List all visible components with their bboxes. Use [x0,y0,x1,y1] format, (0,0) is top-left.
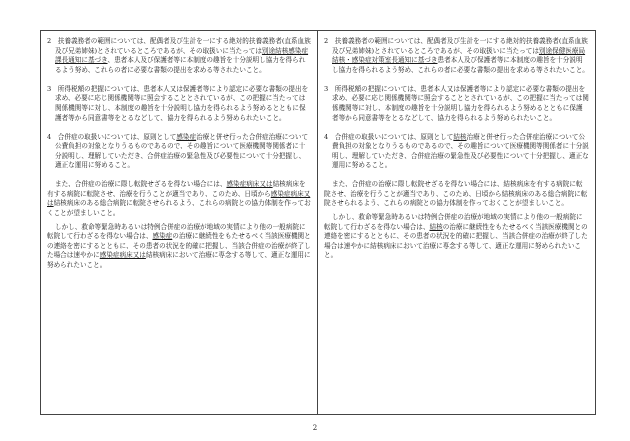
paragraph-text: 3 所得税額の把握については、患者本人又は保護者等により認定に必要な書類の提出を求め、必要に応じ関係機関等に照会することとされているが、この把握に当たっては関係機関等に対し、本制度の趣旨を十分説明し協力を得られるよう努めるとともに保護者等から同意書等をとるなどして、協力を得られるよう努められたいこと。 [47,84,309,122]
right-paragraph [324,213,589,261]
paragraph-text: 結核病床を有する病院に転院させ、治療を行うことが適当であり、このため、日頃から [47,180,306,198]
paragraph-text: 2 扶養義務者の範囲については、配偶者及び生計を一にする絶対的扶養義務者(直系血族及び兄弟姉妹)とされているところであるが、その取扱いに当たっては [324,37,588,55]
paragraph-text: 4 合併症の取扱いについては、原則として [324,132,454,141]
underlined-text: 結核 [453,132,467,141]
underlined-text: 感染症病床又は [226,180,273,189]
underlined-text: 別途保健医療局結核・感染症対策室長通知に基づき [332,46,586,65]
right-paragraph [324,180,589,209]
right-column [318,31,595,414]
left-paragraph [47,180,311,218]
underlined-text: 結核 [429,222,443,231]
underlined-text: 別途結核感染症課長通知に基づき [55,46,309,65]
paragraph-text: しかし、救命等緊急時あるいは特例合併症の治療が地域の実情により他の一般病院に転院して行わざるを得ない場合は、 [47,222,306,241]
underlined-text: 感染症 [152,232,173,241]
paragraph-text: 治療と併せ行った合併症治療について公費負担の対象となりうるものであるので、その趣旨について医療機関等関係者に十分説明し、理解していただき、合併症治療の緊急性及び必要性について十分把握し、適正な運用に努めること。 [55,132,309,170]
page-number: 2 [312,424,318,432]
left-paragraph [47,37,311,75]
underlined-text: 感染症 [176,132,197,141]
paragraph-text: 2 扶養義務者の範囲については、配偶者及び生計を一にする絶対的扶養義務者(直系血族及び兄弟姉妹)とされているところであるが、その取扱いに当たっては [47,37,311,55]
underlined-text: 感染症病床又は [47,189,311,208]
paragraph-text: 結核病床において治療に専念する等して、適正な運用に努められたいこと。 [47,251,311,270]
underlined-text: 感染症病床又は [99,251,146,260]
paragraph-text: また、合併症の治療に際し転院せざるを得ない場合には、結核病床を有する病院に転院させ、治療を行うことが適当であり、このため、日頃から結核病床のある総合病院に転院させられるよう、これらの病院との協力体制を作っておくことが望ましいこと。 [324,180,588,208]
paragraph-text: の治療に継続性をもたせるべく当該医療機関との連絡を密にするとともに、その患者の状況を的確に把握し、当該合併症の治療が終了した場合は速やかに結核病床において治療に専念する等して、適正な運用に努められたいこと。 [324,222,588,260]
paragraph-text: 3 所得税額の把握については、患者本人又は保護者等により認定に必要な書類の提出を求め、必要に応じ関係機関等に照会することとされているが、この把握に当たっては関係機関等に対し、本制度の趣旨を十分説明し協力を得られるよう努めるとともに保護者等から同意書等をとるなどして、協力を得られるよう努められたいこと。 [324,84,589,122]
paragraph-text: 、患者本人及び保護者等に本制度の趣旨を十分説明し協力を得られるよう努め、これらの者に必要な書類の提出を求める等されたいこと。 [55,56,306,74]
paragraph-text: しかし、救命等緊急時あるいは特例合併症の治療が地域の実情により他の一般病院に転院して行わざるを得ない場合は、 [324,213,583,231]
comparison-table [40,30,596,415]
paragraph-text: 結核病床のある総合病院に転院させられるよう、これらの病院との協力体制を作っておくことが望ましいこと。 [47,199,311,218]
left-paragraph [47,223,311,271]
paragraph-text: の治療に継続性をもたせるべく当該医療機関との連絡を密にするとともに、その患者の状況を的確に把握し、当該合併症の治療が終了した場合は速やかに [47,232,311,260]
right-paragraph [324,37,589,75]
paragraph-text: 治療と併せ行った合併症治療について公費負担の対象となりうるものであるので、その趣旨について医療機関等関係者に十分説明し、理解していただき、合併症治療の緊急性及び必要性について十分把握し、適正な運用に努めること。 [332,132,589,170]
paragraph-text: また、合併症の治療に際し転院せざるを得ない場合には、 [55,180,227,189]
left-paragraph [47,85,311,123]
right-paragraph [324,133,589,171]
paragraph-text: 4 合併症の取扱いについては、原則として [47,132,177,141]
right-paragraph [324,85,589,123]
left-paragraph [47,133,311,171]
left-column [41,31,318,414]
paragraph-text: 患者本人及び保護者等に本制度の趣旨を十分説明し協力を得られるよう努め、これらの者に必要な書類の提出を求める等されたいこと。 [332,56,589,74]
